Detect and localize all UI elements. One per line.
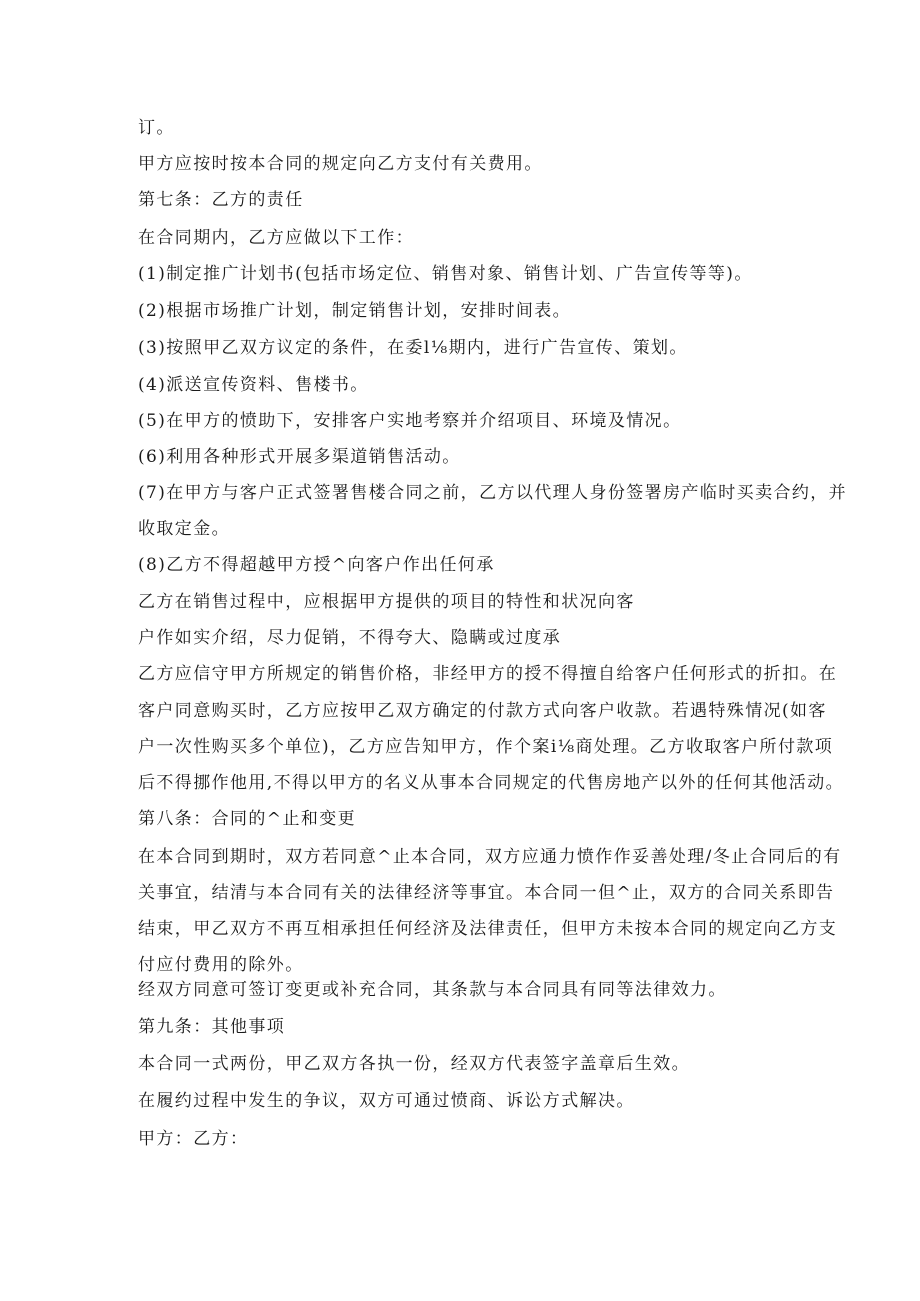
text-line: 收取定金。 [138, 519, 230, 539]
section-heading: 第七条：乙方的责任 [138, 190, 304, 210]
text-line: 甲方应按时按本合同的规定向乙方支付有关费用。 [138, 154, 543, 174]
list-item: (1)制定推广计划书(包括市场定位、销售对象、销售计划、广告宣传等等)。 [138, 264, 753, 284]
list-item: (7)在甲方与客户正式签署售楼合同之前，乙方以代理人身份签署房产临时买卖合约，并 [138, 483, 848, 503]
section-heading: 第八条：合同的^止和变更 [138, 809, 357, 829]
text-line: 在合同期内，乙方应做以下工作： [138, 228, 414, 248]
section-heading: 第九条：其他事项 [138, 1017, 286, 1037]
text-line: 订。 [138, 118, 175, 138]
list-item: (4)派送宣传资料、售楼书。 [138, 375, 369, 395]
text-line: 乙方在销售过程中，应根据甲方提供的项目的特性和状况向客 [138, 592, 635, 612]
text-line: 付应付费用的除外。 [138, 955, 304, 975]
text-line: 在本合同到期时，双方若同意^止本合同，双方应通力愤作作妥善处理/冬止合同后的有 [138, 847, 842, 867]
text-line: 乙方应信守甲方所规定的销售价格，非经甲方的授不得擅自给客户任何形式的折扣。在 [138, 664, 838, 684]
text-line: 后不得挪作他用,不得以甲方的名义从事本合同规定的代售房地产以外的任何其他活动。 [138, 773, 845, 793]
text-line: 关事宜，结清与本合同有关的法律经济等事宜。本合同一但^止，双方的合同关系即告 [138, 883, 835, 903]
text-line: 户作如实介绍，尽力促销，不得夸大、隐瞒或过度承 [138, 628, 562, 648]
list-item: (5)在甲方的愤助下，安排客户实地考察并介绍项目、环境及情况。 [138, 411, 682, 431]
text-line: 客户同意购买时，乙方应按甲乙双方确定的付款方式向客户收款。若遇特殊情况(如客 [138, 701, 827, 721]
list-item: (8)乙方不得超越甲方授^向客户作出任何承 [138, 555, 495, 575]
text-line: 结束，甲乙双方不再互相承担任何经济及法律责任，但甲方未按本合同的规定向乙方支 [138, 919, 838, 939]
text-line: 经双方同意可签订变更或补充合同，其条款与本合同具有同等法律效力。 [138, 980, 727, 1000]
text-line: 本合同一式两份，甲乙双方各执一份，经双方代表签字盖章后生效。 [138, 1054, 690, 1074]
list-item: (6)利用各种形式开展多渠道销售活动。 [138, 447, 461, 467]
list-item: (3)按照甲乙双方议定的条件，在委l⅛期内，进行广告宣传、策划。 [138, 338, 688, 358]
text-line: 户一次性购买多个单位)，乙方应告知甲方，作个案i⅛商处理。乙方收取客户所付款项 [138, 737, 834, 757]
list-item: (2)根据市场推广计划，制定销售计划，安排时间表。 [138, 301, 572, 321]
text-line: 在履约过程中发生的争议，双方可通过愤商、诉讼方式解决。 [138, 1091, 635, 1111]
signature-line: 甲方：乙方： [138, 1129, 249, 1149]
